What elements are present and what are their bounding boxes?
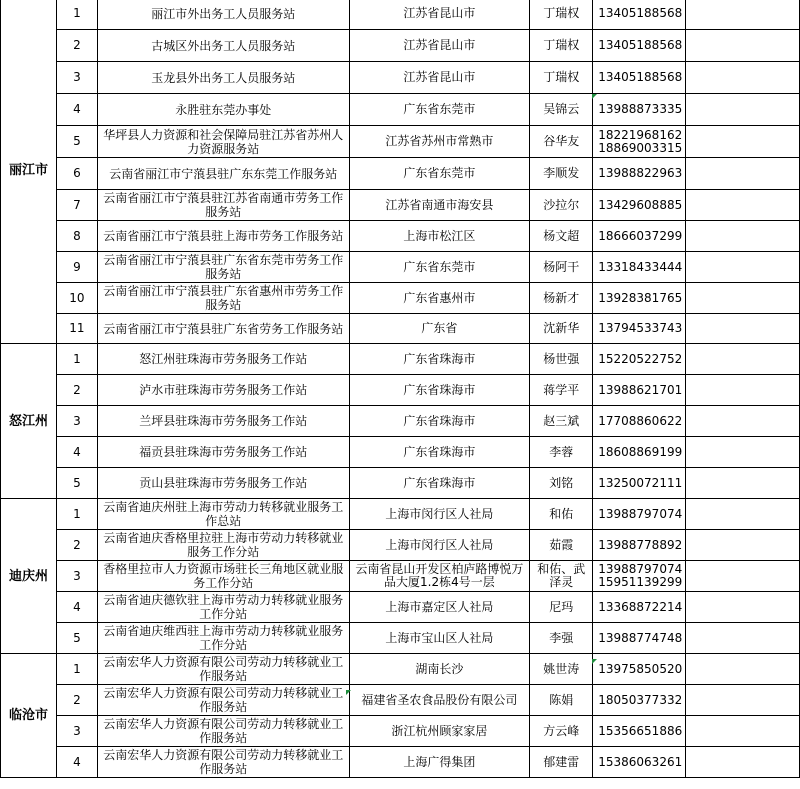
location-cell[interactable]: 上海广得集团 [349,747,530,778]
contact-cell[interactable]: 丁瑞权 [530,30,593,62]
phone-cell[interactable]: 13368872214 [593,592,686,623]
location-cell[interactable]: 上海市宝山区人社局 [349,623,530,654]
index-cell[interactable]: 3 [56,561,97,592]
empty-cell[interactable] [686,592,800,623]
phone-cell[interactable]: 13928381765 [593,283,686,314]
comment-marker [592,659,597,664]
unit-name-cell[interactable]: 云南省迪庆香格里拉驻上海市劳动力转移就业服务工作分站 [97,530,349,561]
index-cell[interactable]: 9 [56,252,97,283]
table-row [1,716,800,747]
contact-cell[interactable]: 蒋学平 [530,375,593,406]
location-cell[interactable]: 上海市嘉定区人社局 [349,592,530,623]
empty-cell[interactable] [686,747,800,778]
phone-cell[interactable]: 18221968162 18869003315 [593,126,686,158]
contact-cell[interactable]: 方云峰 [530,716,593,747]
empty-cell[interactable] [686,221,800,252]
contact-cell[interactable]: 尼玛 [530,592,593,623]
empty-cell[interactable] [686,654,800,685]
location-cell[interactable]: 广东省珠海市 [349,344,530,375]
table-row [1,437,800,468]
table-row [1,592,800,623]
unit-name-cell[interactable]: 云南省丽江市宁蒗县驻广东省东莞市劳务工作服务站 [97,252,349,283]
unit-name-cell[interactable]: 云南省迪庆维西驻上海市劳动力转移就业服务工作分站 [97,623,349,654]
region-cell[interactable]: 临沧市 [1,654,57,778]
phone-cell[interactable]: 13988873335 [593,94,686,126]
empty-cell[interactable] [686,62,800,94]
unit-name-cell[interactable]: 云南省丽江市宁蒗县驻广东省劳务工作服务站 [97,314,349,344]
location-cell[interactable]: 广东省东莞市 [349,252,530,283]
contact-cell[interactable]: 李蓉 [530,437,593,468]
empty-cell[interactable] [686,344,800,375]
table-row [1,530,800,561]
contact-cell[interactable]: 吴锦云 [530,94,593,126]
location-cell[interactable]: 广东省珠海市 [349,437,530,468]
table-row [1,190,800,221]
contact-cell[interactable]: 杨阿干 [530,252,593,283]
unit-name-cell[interactable]: 云南省丽江市宁蒗县驻江苏省南通市劳务工作服务站 [97,190,349,221]
empty-cell[interactable] [686,716,800,747]
region-cell[interactable]: 丽江市 [1,0,57,344]
table-row [1,30,800,62]
empty-cell[interactable] [686,375,800,406]
index-cell[interactable]: 5 [56,468,97,499]
location-cell[interactable]: 广东省东莞市 [349,94,530,126]
contact-cell[interactable]: 丁瑞权 [530,62,593,94]
empty-cell[interactable] [686,283,800,314]
index-cell[interactable]: 10 [56,283,97,314]
phone-cell[interactable]: 13988778892 [593,530,686,561]
location-cell[interactable]: 江苏省南通市海安县 [349,190,530,221]
index-cell[interactable]: 11 [56,314,97,344]
phone-cell[interactable]: 13405188568 [593,0,686,30]
location-cell[interactable]: 上海市闵行区人社局 [349,530,530,561]
table-row [1,406,800,437]
phone-cell[interactable]: 13318433444 [593,252,686,283]
unit-name-cell[interactable]: 云南省迪庆州驻上海市劳动力转移就业服务工作总站 [97,499,349,530]
table-row [1,0,800,30]
index-cell[interactable]: 2 [56,375,97,406]
phone-cell[interactable]: 13405188568 [593,30,686,62]
location-cell[interactable]: 湖南长沙 [349,654,530,685]
table-row [1,283,800,314]
unit-name-cell[interactable]: 兰坪县驻珠海市劳务服务工作站 [97,406,349,437]
unit-name-cell[interactable]: 贡山县驻珠海市劳务服务工作站 [97,468,349,499]
table-row [1,344,800,375]
table-row [1,126,800,158]
empty-cell[interactable] [686,499,800,530]
index-cell[interactable]: 1 [56,0,97,30]
unit-name-cell[interactable]: 玉龙县外出务工人员服务站 [97,62,349,94]
table-row [1,375,800,406]
index-cell[interactable]: 1 [56,499,97,530]
location-cell[interactable]: 江苏省昆山市 [349,62,530,94]
phone-cell[interactable]: 18666037299 [593,221,686,252]
empty-cell[interactable] [686,623,800,654]
unit-name-cell[interactable]: 云南省丽江市宁蒗县驻广东东莞工作服务站 [97,158,349,190]
phone-cell[interactable]: 18608869199 [593,437,686,468]
phone-cell[interactable]: 13405188568 [593,62,686,94]
empty-cell[interactable] [686,30,800,62]
contact-cell[interactable]: 丁瑞权 [530,0,593,30]
location-cell[interactable]: 广东省珠海市 [349,468,530,499]
unit-name-cell[interactable]: 永胜驻东莞办事处 [97,94,349,126]
empty-cell[interactable] [686,685,800,716]
table-row [1,561,800,592]
location-cell[interactable]: 广东省珠海市 [349,406,530,437]
phone-cell[interactable]: 13988774748 [593,623,686,654]
phone-cell[interactable]: 13429608885 [593,190,686,221]
contact-cell[interactable]: 赵三斌 [530,406,593,437]
phone-cell[interactable]: 13988797074 15951139299 [593,561,686,592]
empty-cell[interactable] [686,94,800,126]
phone-cell[interactable]: 13988621701 [593,375,686,406]
empty-cell[interactable] [686,314,800,344]
contact-cell[interactable]: 沙拉尔 [530,190,593,221]
contact-cell[interactable]: 和佑 [530,499,593,530]
index-cell[interactable]: 5 [56,623,97,654]
unit-name-cell[interactable]: 香格里拉市人力资源市场驻长三角地区就业服务工作分站 [97,561,349,592]
location-cell[interactable]: 广东省珠海市 [349,375,530,406]
index-cell[interactable]: 1 [56,344,97,375]
index-cell[interactable]: 8 [56,221,97,252]
phone-cell[interactable]: 17708860622 [593,406,686,437]
empty-cell[interactable] [686,252,800,283]
phone-cell[interactable]: 13975850520 [593,654,686,685]
phone-cell[interactable]: 18050377332 [593,685,686,716]
empty-cell[interactable] [686,437,800,468]
unit-name-cell[interactable]: 怒江州驻珠海市劳务服务工作站 [97,344,349,375]
table-row [1,94,800,126]
unit-name-cell[interactable]: 云南省丽江市宁蒗县驻广东省惠州市劳务工作服务站 [97,283,349,314]
table-row [1,252,800,283]
index-cell[interactable]: 4 [56,94,97,126]
contact-cell[interactable]: 李顺发 [530,158,593,190]
index-cell[interactable]: 5 [56,126,97,158]
unit-name-cell[interactable]: 云南宏华人力资源有限公司劳动力转移就业工作服务站 [97,654,349,685]
index-cell[interactable]: 4 [56,592,97,623]
phone-cell[interactable]: 15386063261 [593,747,686,778]
location-cell[interactable]: 江苏省苏州市常熟市 [349,126,530,158]
empty-cell[interactable] [686,0,800,30]
table-row [1,221,800,252]
phone-cell[interactable]: 13988797074 [593,499,686,530]
index-cell[interactable]: 3 [56,716,97,747]
phone-cell[interactable]: 13250072111 [593,468,686,499]
phone-cell[interactable]: 13988822963 [593,158,686,190]
contact-cell[interactable]: 李强 [530,623,593,654]
phone-cell[interactable]: 13794533743 [593,314,686,344]
contact-cell[interactable]: 和佑、武泽灵 [530,561,593,592]
index-cell[interactable]: 3 [56,406,97,437]
contact-cell[interactable]: 谷华友 [530,126,593,158]
unit-name-cell[interactable]: 云南宏华人力资源有限公司劳动力转移就业工作服务站 [97,685,349,716]
table-row [1,62,800,94]
unit-name-cell[interactable]: 丽江市外出务工人员服务站 [97,0,349,30]
empty-cell[interactable] [686,190,800,221]
location-cell[interactable]: 浙江杭州顾家家居 [349,716,530,747]
table-body [1,0,800,778]
unit-name-cell[interactable]: 云南省迪庆德钦驻上海市劳动力转移就业服务工作分站 [97,592,349,623]
index-cell[interactable]: 2 [56,30,97,62]
location-cell[interactable]: 广东省 [349,314,530,344]
phone-cell[interactable]: 15356651886 [593,716,686,747]
contact-cell[interactable]: 茹霞 [530,530,593,561]
region-cell[interactable]: 怒江州 [1,344,57,499]
table-row [1,747,800,778]
empty-cell[interactable] [686,126,800,158]
table-row [1,314,800,344]
table-row [1,623,800,654]
index-cell[interactable]: 4 [56,437,97,468]
contact-cell[interactable]: 陈娟 [530,685,593,716]
index-cell[interactable]: 2 [56,530,97,561]
location-cell[interactable]: 江苏省昆山市 [349,0,530,30]
contact-cell[interactable]: 姚世涛 [530,654,593,685]
location-cell[interactable]: 上海市松江区 [349,221,530,252]
contact-cell[interactable]: 郁建雷 [530,747,593,778]
table-row [1,685,800,716]
location-cell[interactable]: 广东省东莞市 [349,158,530,190]
empty-cell[interactable] [686,158,800,190]
index-cell[interactable]: 6 [56,158,97,190]
phone-cell[interactable]: 15220522752 [593,344,686,375]
table-row [1,654,800,685]
unit-name-cell[interactable]: 华坪县人力资源和社会保障局驻江苏省苏州人力资源服务站 [97,126,349,158]
unit-name-cell[interactable]: 福贡县驻珠海市劳务服务工作站 [97,437,349,468]
location-cell[interactable]: 云南省昆山开发区柏庐路博悦万品大厦1.2栋4号一层 [349,561,530,592]
index-cell[interactable]: 3 [56,62,97,94]
comment-marker [592,94,597,99]
index-cell[interactable]: 7 [56,190,97,221]
unit-name-cell[interactable]: 云南省丽江市宁蒗县驻上海市劳务工作服务站 [97,221,349,252]
contact-cell[interactable]: 杨世强 [530,344,593,375]
contact-cell[interactable]: 刘铭 [530,468,593,499]
index-cell[interactable]: 4 [56,747,97,778]
unit-name-cell[interactable]: 泸水市驻珠海市劳务服务工作站 [97,375,349,406]
comment-marker [346,690,351,695]
empty-cell[interactable] [686,406,800,437]
contact-cell[interactable]: 杨文超 [530,221,593,252]
empty-cell[interactable] [686,561,800,592]
unit-name-cell[interactable]: 云南宏华人力资源有限公司劳动力转移就业工作服务站 [97,716,349,747]
contact-cell[interactable]: 沈新华 [530,314,593,344]
empty-cell[interactable] [686,468,800,499]
contact-cell[interactable]: 杨新才 [530,283,593,314]
table-row [1,158,800,190]
unit-name-cell[interactable]: 古城区外出务工人员服务站 [97,30,349,62]
table-row [1,468,800,499]
index-cell[interactable]: 1 [56,654,97,685]
empty-cell[interactable] [686,530,800,561]
index-cell[interactable]: 2 [56,685,97,716]
location-cell[interactable]: 上海市闵行区人社局 [349,499,530,530]
table-row [1,499,800,530]
unit-name-cell[interactable]: 云南宏华人力资源有限公司劳动力转移就业工作服务站 [97,747,349,778]
location-cell[interactable]: 广东省惠州市 [349,283,530,314]
location-cell[interactable]: 福建省圣农食品股份有限公司 [349,685,530,716]
region-cell[interactable]: 迪庆州 [1,499,57,654]
location-cell[interactable]: 江苏省昆山市 [349,30,530,62]
